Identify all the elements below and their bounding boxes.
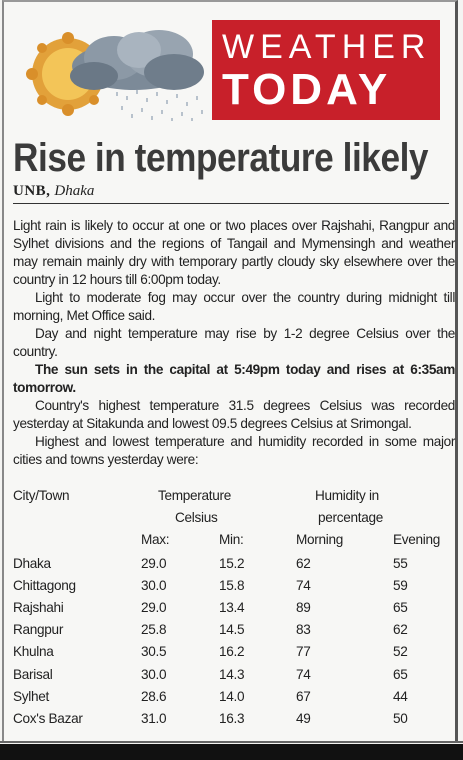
cell-max: 31.0: [141, 710, 167, 726]
cell-morning: 62: [296, 556, 311, 571]
cell-morning: 77: [296, 644, 311, 660]
cell-max: 25.8: [141, 622, 167, 638]
cell-evening: 62: [393, 622, 408, 638]
cell-evening: 65: [393, 666, 408, 682]
table-row: [13, 689, 453, 709]
table-row: [13, 556, 453, 576]
subheader-min: Min:: [219, 532, 244, 547]
cell-city: Rajshahi: [13, 600, 64, 616]
cell-max: 29.0: [141, 556, 167, 571]
subheader-morning: Morning: [296, 532, 344, 547]
cell-morning: 67: [296, 688, 311, 704]
header-temperature: Temperature: [158, 488, 232, 503]
paragraph: Highest and lowest temperature and humidity recorded in some major cities and towns yesterday were:: [13, 434, 455, 467]
cell-min: 14.0: [219, 688, 245, 704]
weather-illustration: [24, 20, 224, 122]
byline-agency: UNB,: [13, 183, 51, 199]
cell-min: 16.2: [219, 644, 245, 660]
rain-icon: [116, 90, 203, 121]
story-body: [13, 217, 455, 469]
table-row: [13, 622, 453, 642]
cell-min: 14.5: [219, 622, 245, 638]
header-celsius: Celsius: [175, 510, 218, 525]
header-city: City/Town: [13, 488, 70, 503]
paragraph: Country's highest temperature 31.5 degrees Celsius was recorded yesterday at Sitakunda and lowest 09.5 degrees Celsius at Srimongal.: [13, 398, 455, 431]
cell-min: 15.2: [219, 556, 245, 571]
table-header-row-1: [13, 488, 453, 508]
cell-max: 30.5: [141, 644, 167, 660]
headline-rule: [13, 203, 449, 204]
paragraph: Light rain is likely to occur at one or two places over Rajshahi, Rangpur and Sylhet divisions and the regions of Tangail and Mymensingh and weather may remain mainly dry with temporary partly cloudy sky elsewhere over the country in 12 hours till 6:00pm today.: [13, 218, 455, 287]
cell-min: 13.4: [219, 600, 245, 616]
cell-morning: 49: [296, 710, 311, 726]
cell-evening: 52: [393, 644, 408, 660]
article-frame: [2, 0, 458, 742]
cell-min: 16.3: [219, 710, 245, 726]
cell-city: Khulna: [13, 644, 54, 660]
title-weather: WEATHER: [222, 28, 432, 66]
table-header-row-2: [13, 510, 453, 530]
headline: Rise in temperature likely: [13, 136, 429, 180]
cell-min: 14.3: [219, 666, 245, 682]
cell-morning: 74: [296, 666, 311, 682]
cell-evening: 55: [393, 556, 408, 571]
page-edge-line: [0, 741, 463, 743]
cell-city: Dhaka: [13, 556, 51, 571]
byline: [13, 183, 94, 200]
cell-morning: 74: [296, 578, 311, 594]
table-row: [13, 711, 453, 731]
table-row: [13, 578, 453, 598]
subheader-max: Max:: [141, 532, 170, 547]
weather-today-banner: [24, 20, 444, 122]
cell-evening: 44: [393, 688, 408, 704]
cell-max: 30.0: [141, 666, 167, 682]
cell-evening: 65: [393, 600, 408, 616]
header-humidity: Humidity in: [315, 488, 379, 503]
cell-city: Rangpur: [13, 622, 64, 638]
table-row: [13, 667, 453, 687]
cloud-icon: [70, 30, 204, 90]
table-row: [13, 644, 453, 664]
byline-place: Dhaka: [54, 183, 95, 199]
cell-city: Barisal: [13, 666, 53, 682]
paragraph: Day and night temperature may rise by 1-2 degree Celsius over the country.: [13, 326, 455, 359]
cell-morning: 83: [296, 622, 311, 638]
cell-city: Cox's Bazar: [13, 710, 83, 726]
subheader-evening: Evening: [393, 532, 441, 547]
header-percentage: percentage: [318, 510, 384, 525]
title-today: TODAY: [222, 65, 392, 114]
cell-max: 28.6: [141, 688, 167, 704]
cell-max: 30.0: [141, 578, 167, 594]
table-row: [13, 600, 453, 620]
cell-morning: 89: [296, 600, 311, 616]
cell-city: Chittagong: [13, 578, 76, 594]
table-subheader-row: [13, 532, 453, 552]
paragraph-sun-times: The sun sets in the capital at 5:49pm today and rises at 6:35am tomorrow.: [13, 362, 455, 395]
cell-city: Sylhet: [13, 688, 49, 704]
cell-max: 29.0: [141, 600, 167, 616]
paragraph: Light to moderate fog may occur over the country during midnight till morning, Met Office said.: [13, 290, 455, 323]
cell-evening: 59: [393, 578, 408, 594]
title-box: [212, 20, 440, 120]
cell-min: 15.8: [219, 578, 245, 594]
page-bottom-bar: [0, 744, 463, 760]
cell-evening: 50: [393, 710, 408, 726]
